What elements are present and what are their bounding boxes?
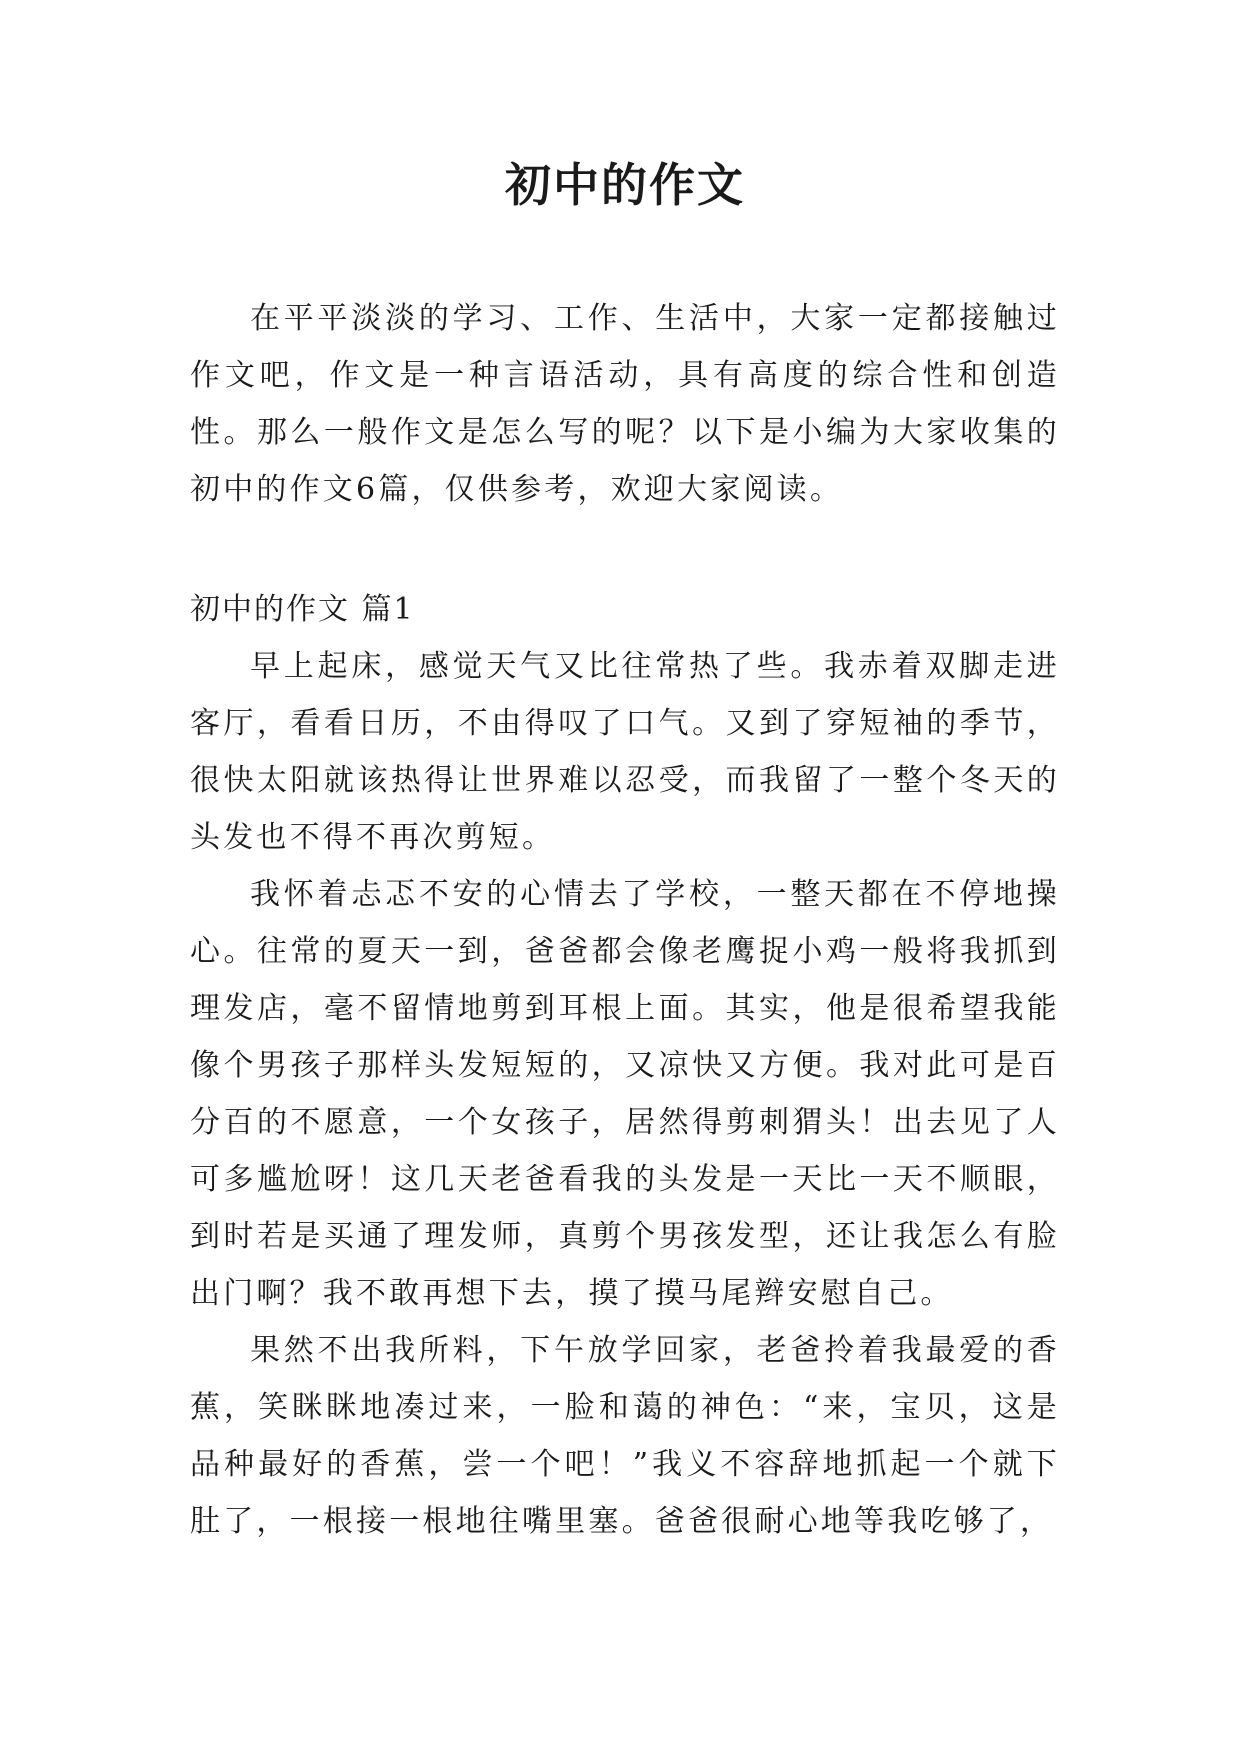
document-page [190, 0, 1060, 1754]
body-paragraph: 果然不出我所料，下午放学回家，老爸拎着我最爱的香蕉，笑眯眯地凑过来，一脸和蔼的神色：“来，宝贝，这是品种最好的香蕉，尝一个吧！”我义不容辞地抓起一个就下肚了，一根接一根地往嘴里塞。爸爸很耐心地等我吃够了， [190, 1333, 1060, 1539]
body-paragraph: 我怀着忐忑不安的心情去了学校，一整天都在不停地操心。往常的夏天一到，爸爸都会像老鹰捉小鸡一般将我抓到理发店，毫不留情地剪到耳根上面。其实，他是很希望我能像个男孩子那样头发短短的，又凉快又方便。我对此可是百分百的不愿意，一个女孩子，居然得剪刺猬头！出去见了人可多尴尬呀！这几天老爸看我的头发是一天比一天不顺眼，到时若是买通了理发师，真剪个男孩发型，还让我怎么有脸出门啊？我不敢再想下去，摸了摸马尾辫安慰自己。 [190, 877, 1060, 1311]
section-body [190, 638, 1060, 1550]
section-heading: 初中的作文 篇1 [190, 592, 415, 627]
page-title: 初中的作文 [505, 158, 745, 212]
intro-paragraph: 在平平淡淡的学习、工作、生活中，大家一定都接触过作文吧，作文是一种言语活动，具有高度的综合性和创造性。那么一般作文是怎么写的呢？以下是小编为大家收集的初中的作文6篇，仅供参考，欢迎大家阅读。 [190, 301, 1060, 507]
body-paragraph: 早上起床，感觉天气又比往常热了些。我赤着双脚走进客厅，看看日历，不由得叹了口气。又到了穿短袖的季节，很快太阳就该热得让世界难以忍受，而我留了一整个冬天的头发也不得不再次剪短。 [190, 649, 1060, 855]
